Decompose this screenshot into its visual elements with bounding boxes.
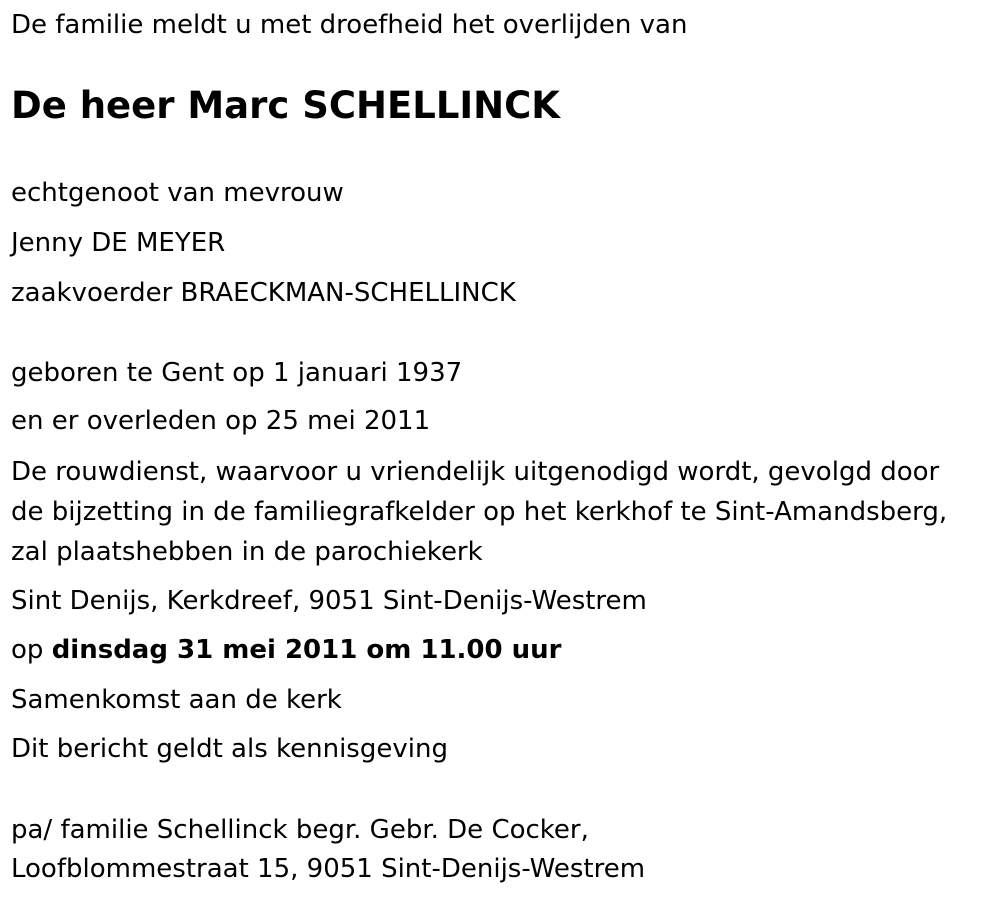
- relation-business: zaakvoerder BRAECKMAN-SCHELLINCK: [11, 278, 516, 308]
- contact-line-1: pa/ familie Schellinck begr. Gebr. De Cocker,: [11, 815, 589, 845]
- service-line-3: zal plaatshebben in de parochiekerk: [11, 537, 483, 567]
- deceased-name: De heer Marc SCHELLINCK: [11, 84, 560, 127]
- birth-text: geboren te Gent op 1 januari 1937: [11, 358, 463, 388]
- notice-text: Dit bericht geldt als kennisgeving: [11, 734, 448, 764]
- service-line-2: de bijzetting in de familiegrafkelder op het kerkhof te Sint-Amandsberg,: [11, 497, 948, 527]
- service-line-1: De rouwdienst, waarvoor u vriendelijk uitgenodigd wordt, gevolgd door: [11, 457, 940, 487]
- service-date: dinsdag 31 mei 2011 om 11.00 uur: [51, 635, 562, 665]
- church-location: Sint Denijs, Kerkdreef, 9051 Sint-Denijs-Westrem: [11, 586, 647, 616]
- intro-text: De familie meldt u met droefheid het overlijden van: [11, 10, 688, 40]
- contact-line-2: Loofblommestraat 15, 9051 Sint-Denijs-Westrem: [11, 854, 646, 884]
- relation-spouse-label: echtgenoot van mevrouw: [11, 178, 344, 208]
- service-description: [11, 452, 991, 572]
- death-text: en er overleden op 25 mei 2011: [11, 406, 431, 436]
- relation-spouse-name: Jenny DE MEYER: [11, 228, 226, 258]
- gathering-text: Samenkomst aan de kerk: [11, 685, 342, 715]
- service-date-line: [11, 634, 562, 666]
- service-date-prefix: op: [11, 635, 44, 665]
